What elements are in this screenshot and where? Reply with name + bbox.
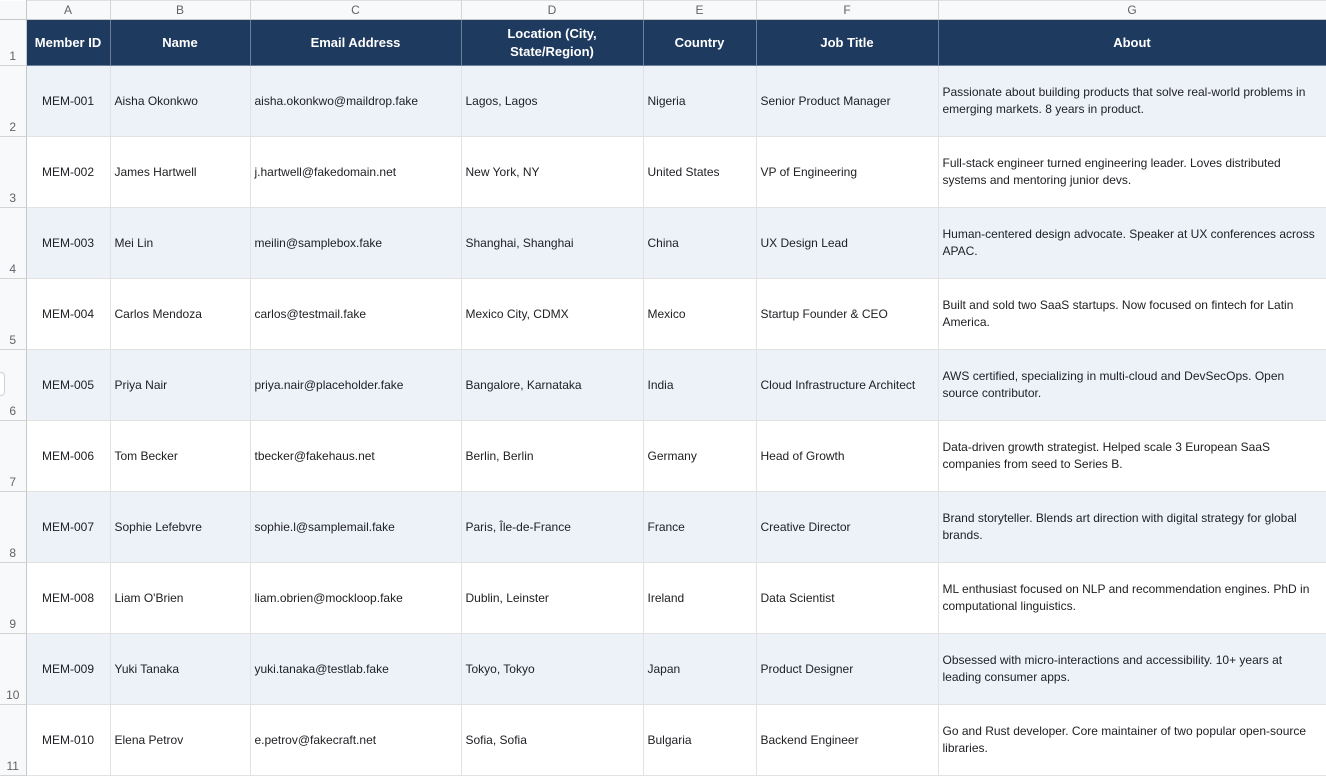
cell-member-id[interactable]: MEM-003 <box>26 208 110 279</box>
cell-about[interactable]: ML enthusiast focused on NLP and recommendation engines. PhD in computational linguistics. <box>938 563 1326 634</box>
select-all-corner[interactable] <box>0 1 26 20</box>
cell-job-title[interactable]: Head of Growth <box>756 421 938 492</box>
cell-member-id[interactable]: MEM-009 <box>26 634 110 705</box>
header-cell-member-id[interactable]: Member ID <box>26 20 110 66</box>
table-row <box>0 705 1326 776</box>
column-header-d[interactable]: D <box>461 1 643 20</box>
cell-name[interactable]: Mei Lin <box>110 208 250 279</box>
table-row <box>0 208 1326 279</box>
cell-job-title[interactable]: UX Design Lead <box>756 208 938 279</box>
cell-email[interactable]: meilin@samplebox.fake <box>250 208 461 279</box>
header-cell-name[interactable]: Name <box>110 20 250 66</box>
cell-country[interactable]: Japan <box>643 634 756 705</box>
cell-name[interactable]: Liam O'Brien <box>110 563 250 634</box>
cell-job-title[interactable]: Startup Founder & CEO <box>756 279 938 350</box>
row-number[interactable]: 11 <box>0 705 26 776</box>
header-cell-country[interactable]: Country <box>643 20 756 66</box>
cell-name[interactable]: Tom Becker <box>110 421 250 492</box>
cell-member-id[interactable]: MEM-002 <box>26 137 110 208</box>
cell-country[interactable]: India <box>643 350 756 421</box>
cell-job-title[interactable]: Data Scientist <box>756 563 938 634</box>
column-header-a[interactable]: A <box>26 1 110 20</box>
table-row <box>0 137 1326 208</box>
header-cell-email[interactable]: Email Address <box>250 20 461 66</box>
cell-location[interactable]: Mexico City, CDMX <box>461 279 643 350</box>
header-cell-location[interactable]: Location (City, State/Region) <box>461 20 643 66</box>
cell-email[interactable]: carlos@testmail.fake <box>250 279 461 350</box>
cell-location[interactable]: Paris, Île-de-France <box>461 492 643 563</box>
row-number[interactable]: 9 <box>0 563 26 634</box>
cell-name[interactable]: Yuki Tanaka <box>110 634 250 705</box>
table-row <box>0 350 1326 421</box>
row-number[interactable]: 8 <box>0 492 26 563</box>
cell-location[interactable]: Berlin, Berlin <box>461 421 643 492</box>
cell-email[interactable]: tbecker@fakehaus.net <box>250 421 461 492</box>
column-header-b[interactable]: B <box>110 1 250 20</box>
cell-member-id[interactable]: MEM-006 <box>26 421 110 492</box>
cell-about[interactable]: Built and sold two SaaS startups. Now focused on fintech for Latin America. <box>938 279 1326 350</box>
cell-location[interactable]: Lagos, Lagos <box>461 66 643 137</box>
table-row <box>0 634 1326 705</box>
column-header-row <box>0 1 1326 20</box>
cell-location[interactable]: Tokyo, Tokyo <box>461 634 643 705</box>
cell-member-id[interactable]: MEM-008 <box>26 563 110 634</box>
cell-email[interactable]: j.hartwell@fakedomain.net <box>250 137 461 208</box>
cell-location[interactable]: Dublin, Leinster <box>461 563 643 634</box>
table-row <box>0 421 1326 492</box>
cell-job-title[interactable]: Cloud Infrastructure Architect <box>756 350 938 421</box>
row-number[interactable]: 7 <box>0 421 26 492</box>
cell-country[interactable]: Mexico <box>643 279 756 350</box>
cell-about[interactable]: Data-driven growth strategist. Helped scale 3 European SaaS companies from seed to Series B. <box>938 421 1326 492</box>
cell-about[interactable]: Obsessed with micro-interactions and accessibility. 10+ years at leading consumer apps. <box>938 634 1326 705</box>
cell-member-id[interactable]: MEM-007 <box>26 492 110 563</box>
cell-about[interactable]: Brand storyteller. Blends art direction with digital strategy for global brands. <box>938 492 1326 563</box>
cell-email[interactable]: aisha.okonkwo@maildrop.fake <box>250 66 461 137</box>
cell-email[interactable]: liam.obrien@mockloop.fake <box>250 563 461 634</box>
table-row <box>0 279 1326 350</box>
cell-name[interactable]: James Hartwell <box>110 137 250 208</box>
cell-email[interactable]: sophie.l@samplemail.fake <box>250 492 461 563</box>
column-header-f[interactable]: F <box>756 1 938 20</box>
cell-location[interactable]: Sofia, Sofia <box>461 705 643 776</box>
cell-name[interactable]: Aisha Okonkwo <box>110 66 250 137</box>
cell-job-title[interactable]: Senior Product Manager <box>756 66 938 137</box>
row-number[interactable]: 6 <box>0 350 26 421</box>
row-number[interactable]: 2 <box>0 66 26 137</box>
cell-about[interactable]: Go and Rust developer. Core maintainer of two popular open-source libraries. <box>938 705 1326 776</box>
cell-name[interactable]: Sophie Lefebvre <box>110 492 250 563</box>
cell-about[interactable]: AWS certified, specializing in multi-cloud and DevSecOps. Open source contributor. <box>938 350 1326 421</box>
cell-job-title[interactable]: Product Designer <box>756 634 938 705</box>
cell-about[interactable]: Human-centered design advocate. Speaker at UX conferences across APAC. <box>938 208 1326 279</box>
cell-country[interactable]: United States <box>643 137 756 208</box>
row-number[interactable]: 3 <box>0 137 26 208</box>
cell-country[interactable]: Ireland <box>643 563 756 634</box>
column-header-e[interactable]: E <box>643 1 756 20</box>
cell-location[interactable]: New York, NY <box>461 137 643 208</box>
cell-email[interactable]: priya.nair@placeholder.fake <box>250 350 461 421</box>
cell-name[interactable]: Elena Petrov <box>110 705 250 776</box>
column-header-c[interactable]: C <box>250 1 461 20</box>
cell-about[interactable]: Passionate about building products that solve real-world problems in emerging markets. 8 years in product. <box>938 66 1326 137</box>
header-cell-about[interactable]: About <box>938 20 1326 66</box>
cell-member-id[interactable]: MEM-005 <box>26 350 110 421</box>
cell-name[interactable]: Priya Nair <box>110 350 250 421</box>
cell-email[interactable]: e.petrov@fakecraft.net <box>250 705 461 776</box>
table-row <box>0 563 1326 634</box>
cell-name[interactable]: Carlos Mendoza <box>110 279 250 350</box>
cell-country[interactable]: Nigeria <box>643 66 756 137</box>
column-header-g[interactable]: G <box>938 1 1326 20</box>
cell-email[interactable]: yuki.tanaka@testlab.fake <box>250 634 461 705</box>
row-number[interactable]: 1 <box>0 20 26 66</box>
header-cell-job-title[interactable]: Job Title <box>756 20 938 66</box>
cell-about[interactable]: Full-stack engineer turned engineering leader. Loves distributed systems and mentoring junior devs. <box>938 137 1326 208</box>
table-row <box>0 66 1326 137</box>
cell-country[interactable]: China <box>643 208 756 279</box>
cell-job-title[interactable]: VP of Engineering <box>756 137 938 208</box>
table-row <box>0 492 1326 563</box>
cell-location[interactable]: Bangalore, Karnataka <box>461 350 643 421</box>
row-number[interactable]: 5 <box>0 279 26 350</box>
cell-country[interactable]: Germany <box>643 421 756 492</box>
cell-member-id[interactable]: MEM-001 <box>26 66 110 137</box>
table-header-row <box>0 20 1326 66</box>
row-number[interactable]: 4 <box>0 208 26 279</box>
cell-member-id[interactable]: MEM-010 <box>26 705 110 776</box>
cell-job-title[interactable]: Backend Engineer <box>756 705 938 776</box>
cell-job-title[interactable]: Creative Director <box>756 492 938 563</box>
cell-member-id[interactable]: MEM-004 <box>26 279 110 350</box>
row-number[interactable]: 10 <box>0 634 26 705</box>
cell-location[interactable]: Shanghai, Shanghai <box>461 208 643 279</box>
side-panel-handle[interactable] <box>0 372 5 396</box>
cell-country[interactable]: Bulgaria <box>643 705 756 776</box>
cell-country[interactable]: France <box>643 492 756 563</box>
